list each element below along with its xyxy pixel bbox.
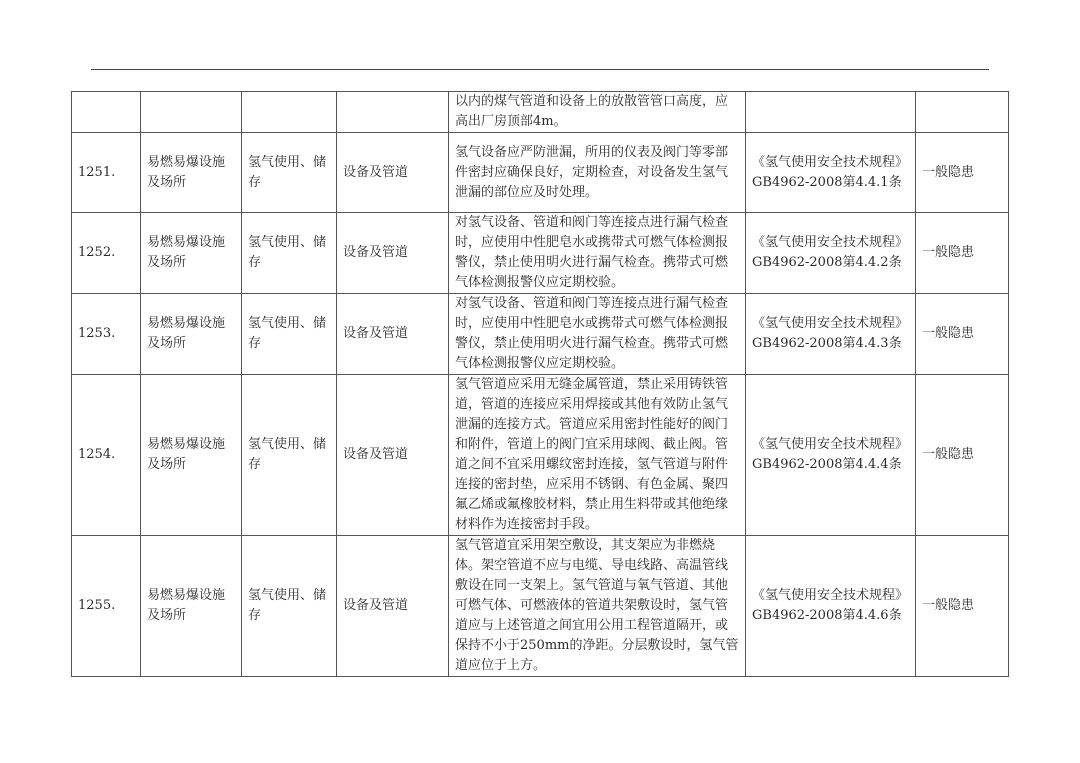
header-rule — [91, 69, 989, 70]
cell-use: 氢气使用、储存 — [242, 536, 337, 677]
cell-basis: 《氢气使用安全技术规程》GB4962-2008第4.4.2条 — [746, 213, 916, 294]
cell-basis — [746, 92, 916, 133]
cell-basis: 《氢气使用安全技术规程》GB4962-2008第4.4.4条 — [746, 375, 916, 536]
cell-level: 一般隐患 — [916, 133, 1009, 213]
cell-object: 设备及管道 — [337, 294, 449, 375]
cell-object: 设备及管道 — [337, 536, 449, 677]
table-row — [72, 375, 1009, 536]
cell-object — [337, 92, 449, 133]
cell-basis: 《氢气使用安全技术规程》GB4962-2008第4.4.6条 — [746, 536, 916, 677]
cell-basis: 《氢气使用安全技术规程》GB4962-2008第4.4.1条 — [746, 133, 916, 213]
cell-no — [72, 92, 141, 133]
cell-no: 1254. — [72, 375, 141, 536]
cell-level: 一般隐患 — [916, 213, 1009, 294]
table-row — [72, 294, 1009, 375]
cell-no: 1253. — [72, 294, 141, 375]
cell-content: 氢气管道应采用无缝金属管道，禁止采用铸铁管道，管道的连接应采用焊接或其他有效防止氢气泄漏的连接方式。管道应采用密封性能好的阀门和附件，管道上的阀门宜采用球阀、截止阀。管道之间不宜采用螺纹密封连接，氢气管道与附件连接的密封垫，应采用不锈钢、有色金属、聚四氟乙烯或氟橡胶材料，禁止用生料带或其他绝缘材料作为连接密封手段。 — [449, 375, 746, 536]
cell-level: 一般隐患 — [916, 375, 1009, 536]
cell-object: 设备及管道 — [337, 375, 449, 536]
cell-content: 对氢气设备、管道和阀门等连接点进行漏气检查时，应使用中性肥皂水或携带式可燃气体检测报警仪，禁止使用明火进行漏气检查。携带式可燃气体检测报警仪应定期校验。 — [449, 213, 746, 294]
cell-category — [141, 92, 242, 133]
cell-content: 对氢气设备、管道和阀门等连接点进行漏气检查时，应使用中性肥皂水或携带式可燃气体检测报警仪，禁止使用明火进行漏气检查。携带式可燃气体检测报警仪应定期校验。 — [449, 294, 746, 375]
table-row — [72, 536, 1009, 677]
cell-basis: 《氢气使用安全技术规程》GB4962-2008第4.4.3条 — [746, 294, 916, 375]
hazard-table — [71, 91, 1009, 677]
cell-category: 易燃易爆设施及场所 — [141, 133, 242, 213]
cell-use: 氢气使用、储存 — [242, 375, 337, 536]
cell-level — [916, 92, 1009, 133]
cell-object: 设备及管道 — [337, 133, 449, 213]
cell-no: 1251. — [72, 133, 141, 213]
cell-use: 氢气使用、储存 — [242, 294, 337, 375]
cell-category: 易燃易爆设施及场所 — [141, 375, 242, 536]
table-row — [72, 133, 1009, 213]
cell-use: 氢气使用、储存 — [242, 133, 337, 213]
cell-object: 设备及管道 — [337, 213, 449, 294]
cell-content: 氢气设备应严防泄漏，所用的仪表及阀门等零部件密封应确保良好，定期检查，对设备发生氢气泄漏的部位应及时处理。 — [449, 133, 746, 213]
cell-category: 易燃易爆设施及场所 — [141, 536, 242, 677]
cell-use — [242, 92, 337, 133]
cell-category: 易燃易爆设施及场所 — [141, 294, 242, 375]
table-row — [72, 213, 1009, 294]
cell-category: 易燃易爆设施及场所 — [141, 213, 242, 294]
cell-use: 氢气使用、储存 — [242, 213, 337, 294]
cell-no: 1252. — [72, 213, 141, 294]
cell-level: 一般隐患 — [916, 294, 1009, 375]
table-row — [72, 92, 1009, 133]
cell-content: 氢气管道宜采用架空敷设，其支架应为非燃烧体。架空管道不应与电缆、导电线路、高温管线敷设在同一支架上。氢气管道与氧气管道、其他可燃气体、可燃液体的管道共架敷设时，氢气管道应与上述管道之间宜用公用工程管道隔开，或保持不小于250mm的净距。分层敷设时，氢气管道应位于上方。 — [449, 536, 746, 677]
cell-no: 1255. — [72, 536, 141, 677]
cell-content: 以内的煤气管道和设备上的放散管管口高度，应高出厂房顶部4m。 — [449, 92, 746, 133]
cell-level: 一般隐患 — [916, 536, 1009, 677]
